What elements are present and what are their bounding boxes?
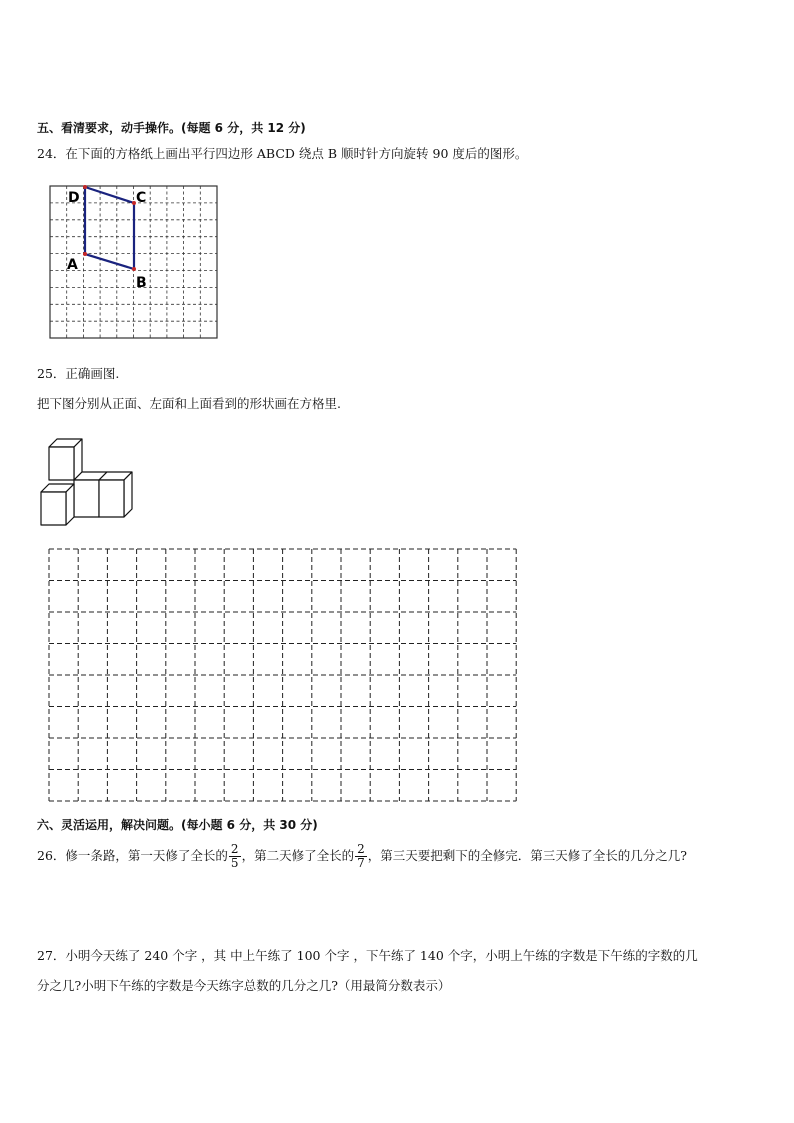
- cube-figure: [35, 432, 145, 532]
- point-c-label: C: [136, 190, 147, 206]
- fraction-numerator: 2: [357, 842, 365, 856]
- question-27-line-2: 分之几?小明下午练的字数是今天练字总数的几分之几?（用最简分数表示）: [37, 978, 451, 993]
- q26-part2: ，第二天修了全长的: [241, 848, 355, 863]
- fraction-denominator: 5: [230, 856, 239, 870]
- question-25-title: 25．正确画图.: [37, 366, 120, 381]
- point-a-label: A: [67, 257, 78, 273]
- point-d-marker: [83, 185, 87, 189]
- grid-paper-q24: [45, 183, 225, 343]
- q26-part1: 26．修一条路，第一天修了全长的: [37, 848, 228, 863]
- fraction-numerator: 2: [230, 842, 239, 856]
- parallelogram-abcd: [85, 187, 134, 269]
- point-b-marker: [132, 267, 136, 271]
- question-24-text: 24．在下面的方格纸上画出平行四边形 ABCD 绕点 B 顺时针方向旋转 90 度后的图形。: [37, 146, 528, 161]
- fraction-two-sevenths: [355, 843, 367, 870]
- fraction-two-fifths: [229, 843, 241, 870]
- fraction-denominator: 7: [357, 856, 365, 870]
- question-27-line-1: 27．小明今天练了 240 个字 ，其 中上午练了 100 个字 ，下午练了 140 个字，小明上午练的字数是下午练的字数的几: [37, 948, 698, 963]
- point-a-marker: [83, 252, 87, 256]
- section-6-heading: 六、灵活运用，解决问题。(每小题 6 分，共 30 分): [37, 818, 318, 832]
- q26-part3: ，第三天要把剩下的全修完．第三天修了全长的几分之几?: [367, 848, 687, 863]
- question-26-text: [37, 838, 687, 874]
- section-5-heading: 五、看清要求，动手操作。(每题 6 分，共 12 分): [37, 121, 306, 135]
- point-b-label: B: [136, 275, 147, 291]
- drawing-grid-q25: [47, 546, 523, 804]
- point-d-label: D: [68, 190, 80, 206]
- question-25-instruction: 把下图分别从正面、左面和上面看到的形状画在方格里.: [37, 396, 341, 411]
